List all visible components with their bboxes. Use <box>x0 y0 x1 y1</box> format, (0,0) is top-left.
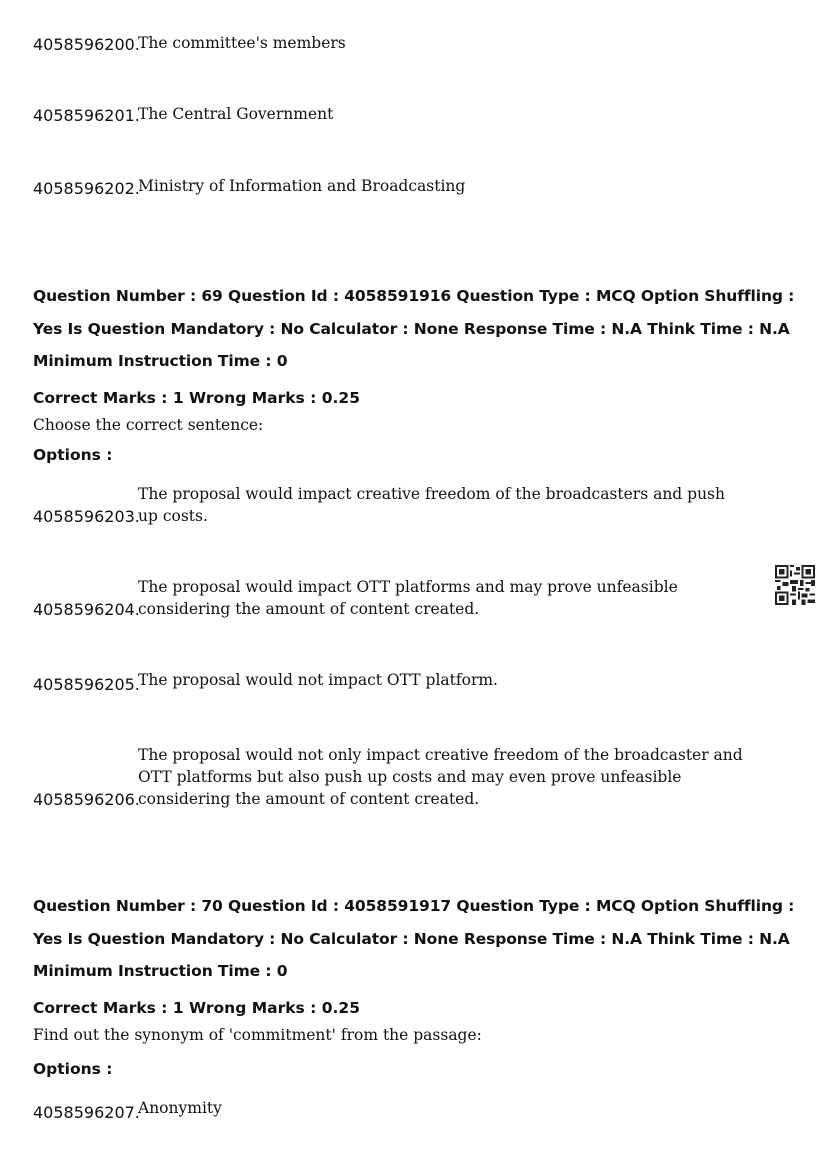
qr-code-icon <box>775 565 815 605</box>
option-text: The proposal would not only impact creative freedom of the broadcaster and OTT platforms but also push up costs and may even prove unfeasible considering the amount of content created. <box>138 746 743 808</box>
options-label: Options : <box>33 1060 113 1078</box>
option-id: 4058596205. <box>33 675 140 694</box>
option-id: 4058596203. <box>33 507 140 526</box>
option-text: Anonymity <box>138 1099 222 1117</box>
option-id: 4058596206. <box>33 790 140 809</box>
question-text: Choose the correct sentence: <box>33 416 264 434</box>
question-text: Find out the synonym of 'commitment' from the passage: <box>33 1026 482 1044</box>
option-id: 4058596207. <box>33 1103 140 1122</box>
option-id: 4058596200. <box>33 35 140 54</box>
question-marks: Correct Marks : 1 Wrong Marks : 0.25 <box>33 999 360 1017</box>
option-text: The proposal would impact OTT platforms and may prove unfeasible considering the amount of content created. <box>138 578 678 618</box>
question-marks: Correct Marks : 1 Wrong Marks : 0.25 <box>33 389 360 407</box>
option-id: 4058596201. <box>33 106 140 125</box>
option-text: The Central Government <box>138 105 334 123</box>
option-text: The proposal would not impact OTT platform. <box>138 671 498 689</box>
option-id: 4058596202. <box>33 179 140 198</box>
options-label: Options : <box>33 446 113 464</box>
option-text: Ministry of Information and Broadcasting <box>138 177 466 195</box>
option-text: The proposal would impact creative freedom of the broadcasters and push up costs. <box>138 485 725 525</box>
option-text: The committee's members <box>138 34 346 52</box>
question-meta: Question Number : 69 Question Id : 4058591916 Question Type : MCQ Option Shuffling : Yes Is Question Mandatory : No Calculator : None Response Time : N.A Think Time : N.A Minimum Instruction Time : 0 <box>33 287 795 370</box>
option-id: 4058596204. <box>33 600 140 619</box>
question-meta: Question Number : 70 Question Id : 4058591917 Question Type : MCQ Option Shuffling : Yes Is Question Mandatory : No Calculator : None Response Time : N.A Think Time : N.A Minimum Instruction Time : 0 <box>33 897 795 980</box>
